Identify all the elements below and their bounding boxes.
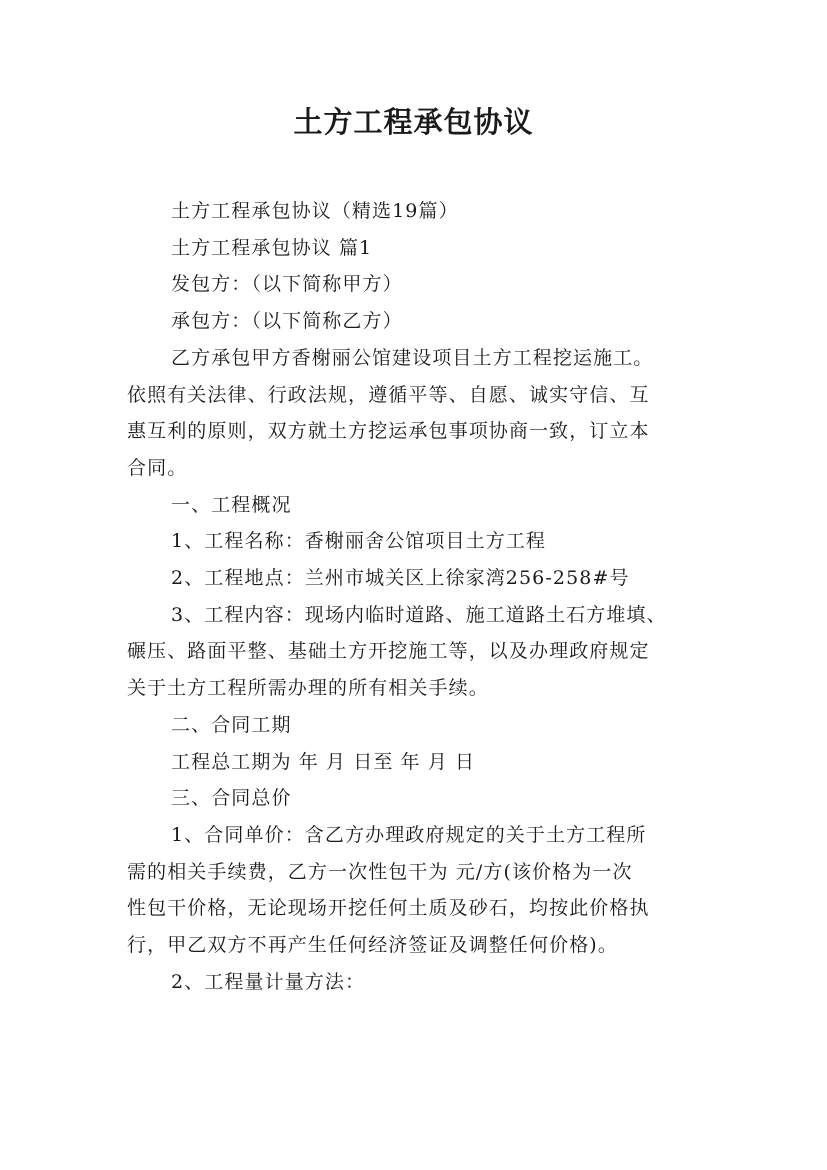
paragraph-line: 土方工程承包协议 篇1 (171, 236, 373, 259)
paragraph-line: 合同。 (127, 456, 188, 479)
paragraph-line: 依照有关法律、行政法规，遵循平等、自愿、诚实守信、互 (127, 383, 650, 406)
paragraph-line: 承包方：（以下简称乙方） (171, 310, 403, 333)
paragraph-line: 行，甲乙双方不再产生任何经济签证及调整任何价格)。 (127, 934, 618, 957)
paragraph-line: 2、工程量计量方法： (171, 970, 366, 993)
paragraph-line: 2、工程地点：兰州市城关区上徐家湾256-258#号 (171, 567, 630, 590)
paragraph-line: 关于土方工程所需办理的所有相关手续。 (127, 677, 489, 700)
document-title: 土方工程承包协议 (293, 105, 534, 139)
section-heading: 一、工程概况 (171, 493, 292, 516)
paragraph-line: 碾压、路面平整、基础土方开挖施工等，以及办理政府规定 (127, 640, 650, 663)
paragraph-line: 性包干价格，无论现场开挖任何土质及砂石，均按此价格执 (127, 897, 650, 920)
paragraph-line: 需的相关手续费，乙方一次性包干为 元/方(该价格为一次 (127, 860, 633, 883)
section-heading: 三、合同总价 (171, 787, 292, 810)
paragraph-line: 3、工程内容：现场内临时道路、施工道路土石方堆填、 (171, 603, 667, 626)
paragraph-line: 工程总工期为 年 月 日至 年 月 日 (171, 750, 476, 773)
paragraph-line: 乙方承包甲方香榭丽公馆建设项目土方工程挖运施工。 (171, 346, 654, 369)
section-heading: 二、合同工期 (171, 713, 292, 736)
paragraph-line: 1、工程名称：香榭丽舍公馆项目土方工程 (171, 530, 546, 553)
paragraph-line: 发包方：（以下简称甲方） (171, 273, 403, 296)
document-body (127, 193, 717, 1000)
paragraph-line: 土方工程承包协议（精选19篇） (171, 200, 459, 222)
paragraph-line: 1、合同单价：含乙方办理政府规定的关于土方工程所 (171, 823, 647, 846)
paragraph-line: 惠互利的原则，双方就土方挖运承包事项协商一致，订立本 (127, 420, 650, 443)
